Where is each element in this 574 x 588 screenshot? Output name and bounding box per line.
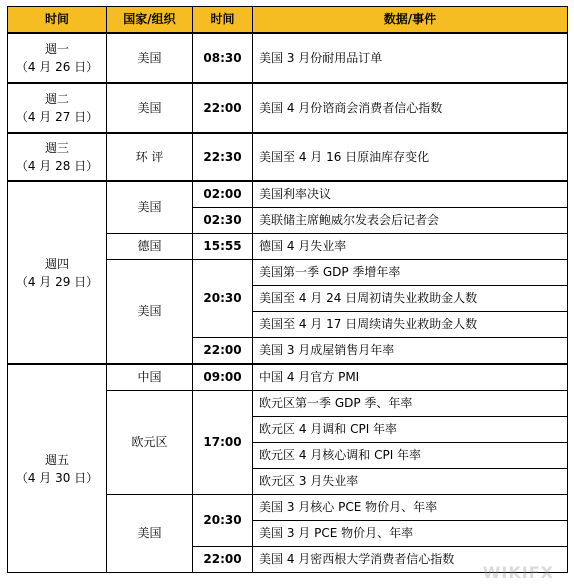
table-row <box>8 364 568 391</box>
country-cell: 德国 <box>107 234 193 260</box>
header-row <box>8 7 568 34</box>
time-cell: 20:30 <box>193 495 253 547</box>
time-cell: 22:00 <box>193 83 253 133</box>
time-cell: 22:00 <box>193 547 253 573</box>
table-row <box>8 83 568 133</box>
time-cell: 15:55 <box>193 234 253 260</box>
table-row <box>8 181 568 208</box>
header-event: 数据/事件 <box>253 7 568 34</box>
country-cell: 美国 <box>107 181 193 234</box>
event-cell: 美国 4 月份谘商会消费者信心指数 <box>253 83 568 133</box>
time-cell: 20:30 <box>193 260 253 338</box>
country-cell: 美国 <box>107 260 193 365</box>
event-cell: 欧元区 4 月调和 CPI 年率 <box>253 417 568 443</box>
event-cell: 美国 3 月核心 PCE 物价月、年率 <box>253 495 568 521</box>
day-cell-tue: 週二 （4 月 27 日） <box>8 83 107 133</box>
country-cell: 美国 <box>107 83 193 133</box>
country-cell: 美国 <box>107 33 193 83</box>
event-cell: 美国 3 月 PCE 物价月、年率 <box>253 521 568 547</box>
day-cell-wed: 週三 （4 月 28 日） <box>8 133 107 181</box>
country-cell: 环 评 <box>107 133 193 181</box>
country-cell: 美国 <box>107 495 193 573</box>
event-cell: 美国至 4 月 24 日周初请失业救助金人数 <box>253 286 568 312</box>
table-row <box>8 33 568 83</box>
event-cell: 欧元区 3 月失业率 <box>253 469 568 495</box>
time-cell: 09:00 <box>193 364 253 391</box>
watermark-logo: WIKIFX <box>482 563 554 582</box>
event-cell: 美国至 4 月 17 日周续请失业救助金人数 <box>253 312 568 338</box>
event-cell: 欧元区第一季 GDP 季、年率 <box>253 391 568 417</box>
event-cell: 美国 3 月份耐用品订单 <box>253 33 568 83</box>
country-cell: 中国 <box>107 364 193 391</box>
header-day: 时间 <box>8 7 107 34</box>
time-cell: 08:30 <box>193 33 253 83</box>
country-cell: 欧元区 <box>107 391 193 495</box>
economic-calendar-table <box>7 6 568 573</box>
event-cell: 中国 4 月官方 PMI <box>253 364 568 391</box>
event-cell: 美国利率决议 <box>253 181 568 208</box>
table-row <box>8 133 568 181</box>
time-cell: 02:00 <box>193 181 253 208</box>
event-cell: 德国 4 月失业率 <box>253 234 568 260</box>
day-cell-fri: 週五 （4 月 30 日） <box>8 364 107 573</box>
event-cell: 美国 3 月成屋销售月年率 <box>253 338 568 365</box>
time-cell: 02:30 <box>193 208 253 234</box>
header-time: 时间 <box>193 7 253 34</box>
time-cell: 22:00 <box>193 338 253 365</box>
event-cell: 美国第一季 GDP 季增年率 <box>253 260 568 286</box>
header-country: 国家/组织 <box>107 7 193 34</box>
event-cell: 美联储主席鲍威尔发表会后记者会 <box>253 208 568 234</box>
calendar-container <box>7 6 568 573</box>
event-cell: 美国 4 月密西根大学消费者信心指数 <box>253 547 568 573</box>
event-cell: 美国至 4 月 16 日原油库存变化 <box>253 133 568 181</box>
time-cell: 17:00 <box>193 391 253 495</box>
day-cell-thu: 週四 （4 月 29 日） <box>8 181 107 364</box>
event-cell: 欧元区 4 月核心调和 CPI 年率 <box>253 443 568 469</box>
day-cell-mon: 週一 （4 月 26 日） <box>8 33 107 83</box>
time-cell: 22:30 <box>193 133 253 181</box>
